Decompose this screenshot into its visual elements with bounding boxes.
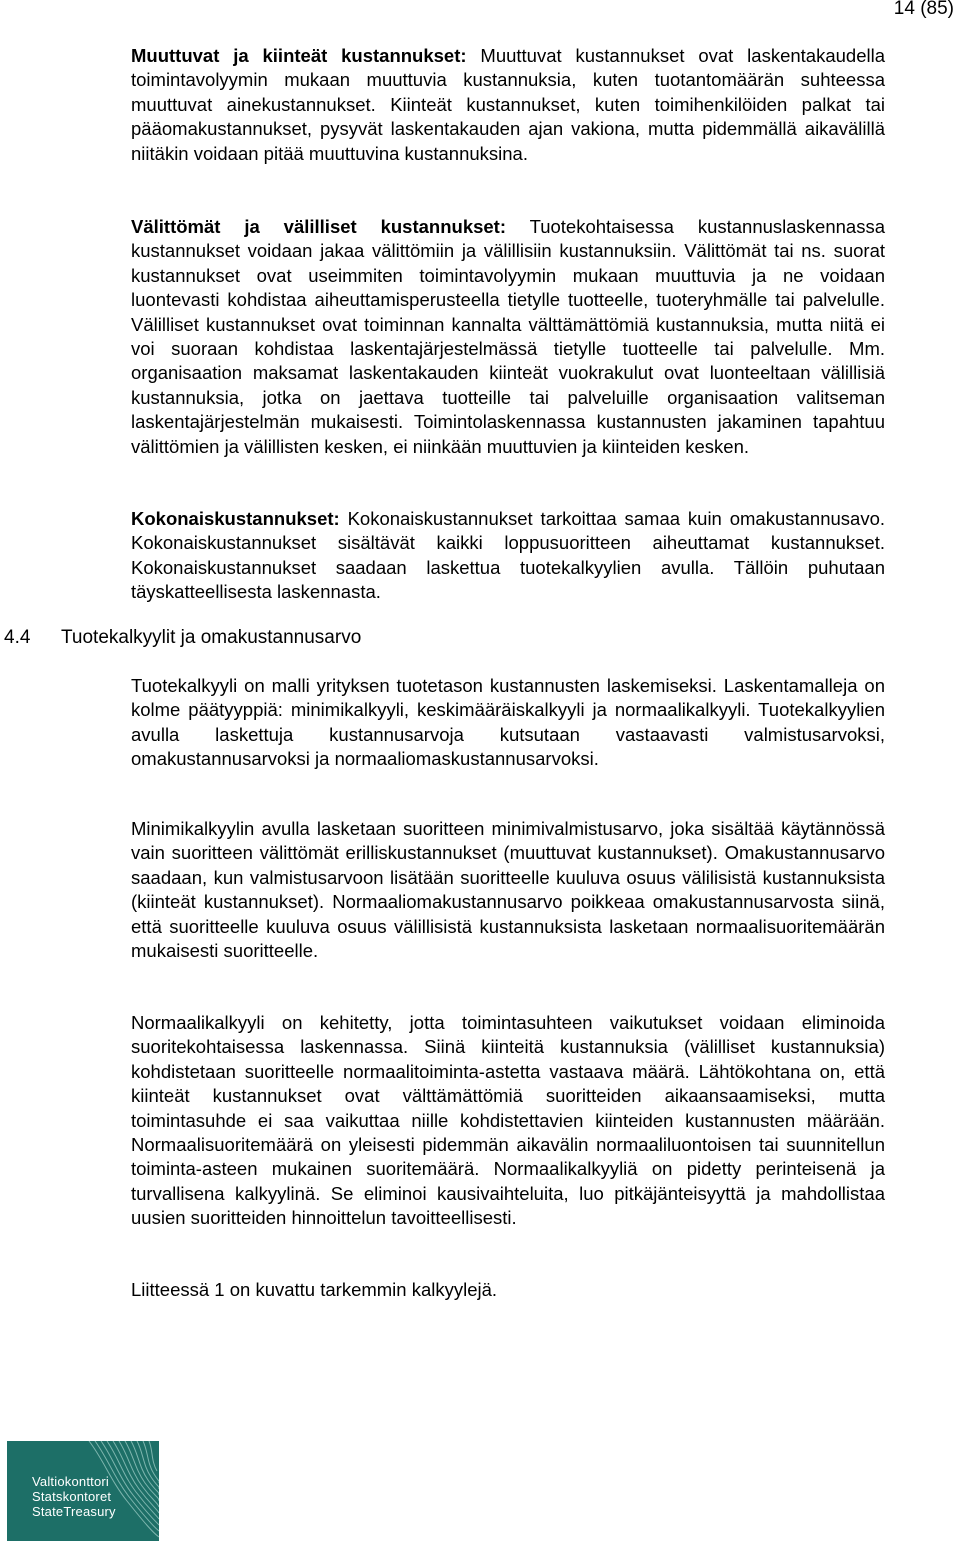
paragraph-appendix-reference: Liitteessä 1 on kuvattu tarkemmin kalkyylejä. — [131, 1279, 498, 1300]
page-number: 14 (85) — [893, 0, 954, 19]
paragraph-total-costs — [131, 507, 885, 605]
paragraph-direct-indirect-costs — [131, 215, 885, 459]
term-total-costs: Kokonaiskustannukset: — [131, 508, 340, 529]
text-direct-indirect-costs: Tuotekohtaisessa kustannuslaskennassa kustannukset voidaan jakaa välittömiin ja välillisiin kustannuksiin. Välittömät tai ns. suorat kustannukset ovat useimmiten toimintavolyymin mukaan muuttuvia ja ne voidaan luontevasti kohdistaa aiheuttamisperusteella tietylle tuotteelle, tuoteryhmälle tai palvelulle. Välilliset kustannukset ovat toiminnan kannalta välttämättömiä kustannuksia, mutta niitä ei voi suoraan kohdistaa laskentajärjestelmässä tietylle tuotteelle tai palvelulle. Mm. organisaation maksamat laskentakauden kiinteät vuokrakulut ovat luonteeltaan välillisiä kustannuksia, jotka on jaettava tuotteille tai palveluille organisaation valitseman laskentajärjestelmän mukaisesti. Toimintolaskennassa kustannusten jakaminen tapahtuu välittömien ja välillisten kesken, ei niinkään muuttuvien ja kiinteiden kesken. — [131, 216, 885, 457]
paragraph-variable-fixed-costs — [131, 44, 885, 166]
logo-line-statetreasury: StateTreasury — [32, 1504, 116, 1519]
section-number: 4.4 — [4, 627, 31, 648]
paragraph-minimum-calculation: Minimikalkyylin avulla lasketaan suoritteen minimivalmistusarvo, joka sisältää käytännössä vain suoritteen välittömät erilliskustannukset (muuttuvat kustannukset). Omakustannusarvo saadaan, kun valmistusarvoon lisätään suoritteelle kuuluva osuus välilisistä kustannuksista (kiinteät kustannukset). Normaaliomakustannusarvo poikkeaa omakustannusarvosta siinä, että suoritteelle kuuluva osuus välillisistä kustannuksista lasketaan normaalisuoritemäärän mukaisesti suoritteelle. — [131, 818, 885, 962]
section-heading — [4, 626, 361, 650]
paragraph-product-calculation: Tuotekalkyyli on malli yrityksen tuotetason kustannusten laskemiseksi. Laskentamalleja on kolme päätyyppiä: minimikalkyyli, keskimääräiskalkyyli ja normaalikalkyyli. Tuotekalkyylien avulla laskettuja kustannusarvoja kutsutaan vastaavasti valmistusarvoksi, omakustannusarvoksi ja normaaliomaskustannusarvoksi. — [131, 675, 885, 770]
logo-line-statskontoret: Statskontoret — [32, 1489, 112, 1504]
section-title: Tuotekalkyylit ja omakustannusarvo — [61, 627, 362, 648]
term-variable-fixed-costs: Muuttuvat ja kiinteät kustannukset: — [131, 45, 467, 66]
text-total-costs: Kokonaiskustannukset tarkoittaa samaa kuin omakustannusavo. Kokonaiskustannukset sisältävät kaikki loppusuoritteen aiheuttamat kustannukset. Kokonaiskustannukset saadaan laskettua tuotekalkyylien avulla. Tällöin puhutaan täyskatteellisesta laskennasta. — [131, 508, 886, 603]
logo-line-valtiokonttori: Valtiokonttori — [32, 1474, 109, 1489]
paragraph-normal-calculation: Normaalikalkyyli on kehitetty, jotta toimintasuhteen vaikutukset voidaan eliminoida suoritekohtaisessa laskennassa. Siinä kiinteitä kustannuksia (välilliset kustannuksia) kohdistetaan suoritteelle normaalitoiminta-astetta vastaava määrä. Lähtökohtana on, että kiinteät kustannukset ovat välttämättömiä suoritteiden aikaansaamiseksi, mutta toimintasuhde ei saa vaikuttaa niille kohdistettavien kiinteiden kustannusten määrään. Normaalisuoritemäärä on yleisesti pidemmän aikavälin normaaliluontoisen tai suunnitellun toiminta-asteen mukainen suoritemäärä. Normaalikalkyyliä on pidetty perinteisenä ja turvallisena kalkyylinä. Se eliminoi kausivaihteluita, luo pitkäjänteisyyttä ja mahdollistaa uusien suoritteiden hinnoittelun tavoitteellisesti. — [131, 1012, 885, 1229]
term-direct-indirect-costs: Välittömät ja välilliset kustannukset: — [131, 216, 507, 237]
text-variable-fixed-costs: Muuttuvat kustannukset ovat laskentakaudella toimintavolyymin mukaan muuttuvia kustannuksia, kuten tuotantomäärän suhteessa muuttuvat ainekustannukset. Kiinteät kustannukset, kuten toimihenkilöiden palkat tai pääomakustannukset, pysyvät laskentakauden ajan vakiona, mutta pidemmällä aikavälillä niitäkin voidaan pitää muuttuvina kustannuksina. — [131, 45, 885, 164]
state-treasury-logo — [7, 1441, 159, 1541]
